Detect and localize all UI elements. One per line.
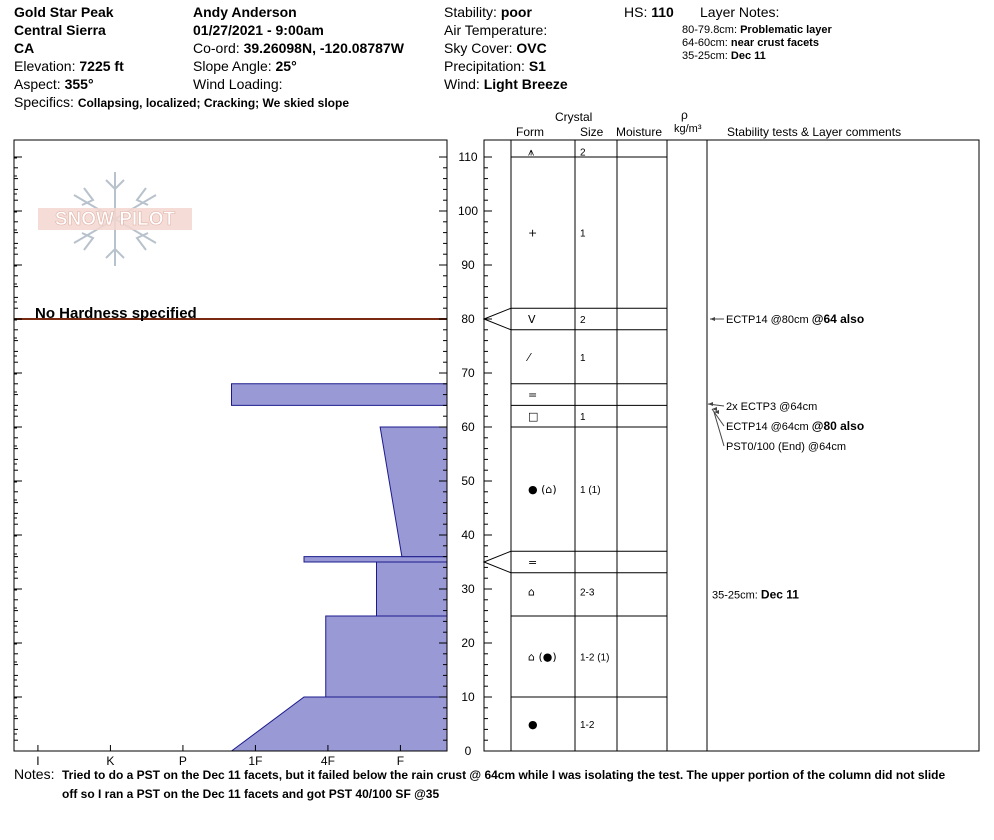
crystal-size: 2-3 xyxy=(580,587,595,599)
hardness-tick-label: 1F xyxy=(248,754,263,768)
coord-value: 39.26098N, -120.08787W xyxy=(243,40,404,56)
height-tick-label: 0 xyxy=(464,744,472,758)
moisture-header: Moisture xyxy=(616,125,663,139)
air-temp-label: Air Temperature: xyxy=(444,22,548,38)
crystal-size: 1 xyxy=(580,352,586,364)
hardness-tick-label: 4F xyxy=(320,754,335,768)
layer-comment-bold: Dec 11 xyxy=(760,587,799,602)
height-tick-label: 50 xyxy=(461,474,475,488)
no-hardness-label: No Hardness specified xyxy=(35,305,197,322)
crystal-form: V xyxy=(528,313,536,326)
crystal-form: ⌂ xyxy=(528,585,535,599)
layer-marker xyxy=(484,551,511,573)
density-unit: kg/m³ xyxy=(674,123,702,135)
precip-label: Precipitation: xyxy=(444,58,525,74)
test-leader-line xyxy=(714,412,724,446)
stability-header: Stability tests & Layer comments xyxy=(727,125,902,139)
layer-note-range: 64-60cm: xyxy=(682,37,728,49)
crystal-size: 1 xyxy=(580,228,586,240)
stability-label: Stability: xyxy=(444,4,497,20)
hardness-tick-label: P xyxy=(178,754,187,768)
height-tick-label: 40 xyxy=(461,528,475,542)
crystal-size: 2 xyxy=(580,147,586,159)
aspect-value: 355° xyxy=(64,76,94,92)
specifics-value: Collapsing, localized; Cracking; We skied slope xyxy=(77,96,349,110)
height-tick-label: 60 xyxy=(461,420,475,434)
hs-label: HS: xyxy=(624,4,648,20)
layer-note-text: Dec 11 xyxy=(730,50,766,62)
crystal-form: = xyxy=(528,556,538,569)
height-tick-label: 70 xyxy=(461,366,475,380)
stability-test-extra: @64 also xyxy=(811,312,865,326)
snowpilot-logo xyxy=(38,172,192,266)
crystal-size: 1-2 (1) xyxy=(580,652,610,664)
layer-note-text: Problematic layer xyxy=(740,24,832,36)
form-header: Form xyxy=(516,125,544,139)
layer-comment: 35-25cm: Dec 11 xyxy=(712,587,799,602)
aspect-label: Aspect: xyxy=(14,76,61,92)
elevation-label: Elevation: xyxy=(14,58,76,74)
coord-label: Co-ord: xyxy=(193,40,240,56)
range-name: Central Sierra xyxy=(14,22,106,38)
layer-note-range: 80-79.8cm: xyxy=(682,24,738,36)
hardness-segment xyxy=(326,616,447,697)
crystal-form: ● xyxy=(528,718,538,731)
hardness-segment xyxy=(377,562,448,616)
crystal-form: □ xyxy=(528,410,539,424)
crystal-form: ⁄ xyxy=(528,350,530,364)
observer-name: Andy Anderson xyxy=(193,4,297,20)
hardness-segment xyxy=(380,427,447,557)
height-tick-label: 110 xyxy=(458,150,478,164)
crystal-size: 2 xyxy=(580,315,586,326)
notes-label: Notes: xyxy=(14,766,55,782)
hardness-segment xyxy=(232,697,448,751)
precip-value: S1 xyxy=(528,58,546,74)
stability-test: PST0/100 (End) @64cm xyxy=(726,441,846,453)
layer-note-text: near crust facets xyxy=(730,37,819,49)
slope-label: Slope Angle: xyxy=(193,58,272,74)
hardness-tick-label: F xyxy=(396,754,405,768)
wind-loading-label: Wind Loading: xyxy=(193,76,283,92)
logo-text: SNOW PILOT xyxy=(54,209,176,230)
height-tick-label: 10 xyxy=(461,690,475,704)
layer-note-range: 35-25cm: xyxy=(682,50,728,62)
crystal-layers xyxy=(525,146,609,731)
slope-value: 25° xyxy=(275,58,297,74)
hardness-segment xyxy=(304,557,447,562)
stability-value: poor xyxy=(500,4,532,20)
arrow-icon xyxy=(710,317,715,321)
elevation-value: 7225 ft xyxy=(79,58,124,74)
wind-label: Wind: xyxy=(444,76,480,92)
crystal-form: + xyxy=(528,226,538,240)
sky-label: Sky Cover: xyxy=(444,40,513,56)
crystal-form: = xyxy=(528,388,538,402)
sky-value: OVC xyxy=(516,40,547,56)
state-name: CA xyxy=(14,40,35,56)
layer-notes-title: Layer Notes: xyxy=(700,4,780,20)
stability-test-extra: @80 also xyxy=(811,419,865,433)
stability-test: ECTP14 @80cm @64 also xyxy=(726,312,865,326)
stability-tests xyxy=(708,312,864,601)
arrow-icon xyxy=(708,402,713,406)
hardness-segment xyxy=(232,384,448,406)
notes-line-2: off so I ran a PST on the Dec 11 facets and got PST 40/100 SF @35 xyxy=(62,787,440,801)
hardness-tick-label: K xyxy=(106,754,115,768)
stability-test: ECTP14 @64cm @80 also xyxy=(726,419,865,433)
wind-value: Light Breeze xyxy=(483,76,568,92)
observation-datetime: 01/27/2021 - 9:00am xyxy=(193,22,324,38)
height-tick-label: 100 xyxy=(457,204,479,218)
crystal-form: ⩚ xyxy=(528,145,535,159)
location-name: Gold Star Peak xyxy=(14,4,114,20)
height-tick-label: 90 xyxy=(461,258,475,272)
crystal-form: ● (⌂) xyxy=(528,483,557,497)
density-symbol: ρ xyxy=(681,108,688,122)
notes-line-1: Tried to do a PST on the Dec 11 facets, but it failed below the rain crust @ 64cm while I was isolating the test. The upper portion of the column did not slide xyxy=(62,768,946,782)
hardness-tick-label: I xyxy=(36,754,40,768)
crystal-form: ⌂ (●) xyxy=(528,650,557,664)
crystal-size: 1 xyxy=(580,412,586,424)
hardness-profile xyxy=(14,157,447,751)
size-header: Size xyxy=(580,125,604,139)
stability-test: 2x ECTP3 @64cm xyxy=(726,401,818,413)
crystal-size: 1-2 xyxy=(580,720,595,731)
height-tick-label: 30 xyxy=(461,582,475,596)
height-tick-label: 80 xyxy=(461,312,475,326)
crystal-header: Crystal xyxy=(555,110,593,124)
specifics-label: Specifics: xyxy=(14,94,74,110)
height-tick-label: 20 xyxy=(461,636,475,650)
crystal-size: 1 (1) xyxy=(580,485,601,497)
hs-value: 110 xyxy=(651,4,674,20)
